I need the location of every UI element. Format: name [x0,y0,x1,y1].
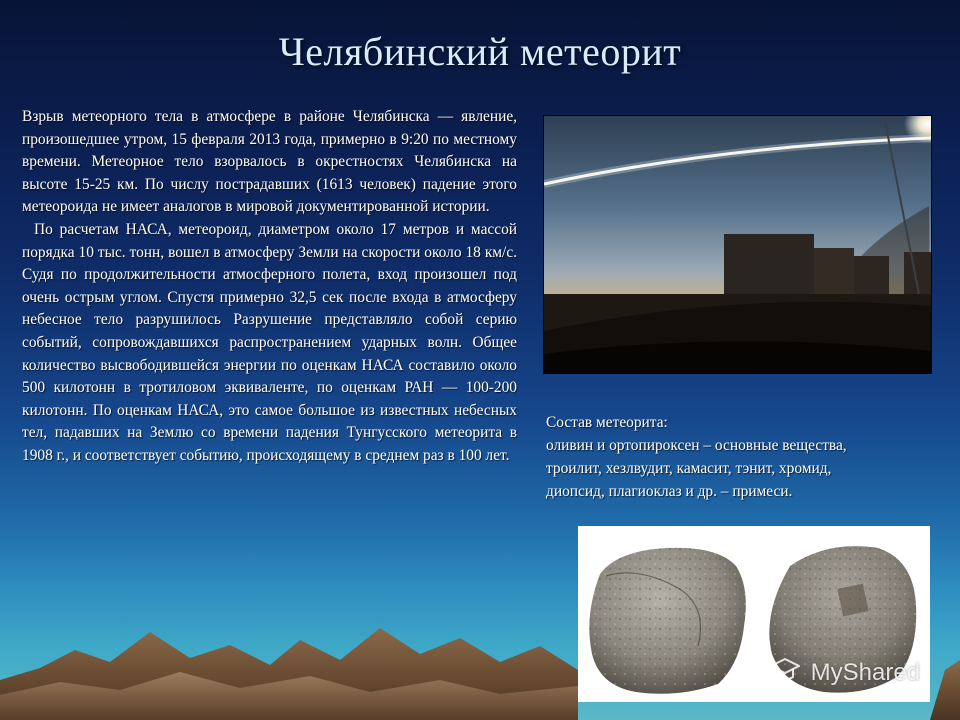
paragraph-nasa-estimates: По расчетам НАСА, метеороид, диаметром около 17 метров и массой порядка 10 тыс. тонн, вошел в атмосферу Земли на скорости около 18 км/с. Судя по продолжительности атмосферного полета, вход произошел под очень острым углом. Спустя примерно 32,5 сек после входа в атмосферу небесное тело разрушилось Разрушение представляло собой серию событий, сопровождавшихся распространением ударных волн. Общее количество высвободившейся энергии по оценкам НАСА составило около 500 килотонн в тротиловом эквиваленте, по оценкам РАН — 100-200 килотонн. По оценкам НАСА, это самое большое из известных небесных тел, падавших на Землю со времени падения Тунгусского метеорита в 1908 г., и соответствует событию, происходящему в среднем раз в 100 лет. [22,220,517,464]
composition-line: оливин и ортопироксен – основные вещества, [546,437,847,454]
meteorite-composition [546,411,946,503]
composition-line: диопсид, плагиоклаз и др. – примеси. [546,483,793,500]
meteor-sky-photo [543,115,932,374]
watermark-text: MyShared [810,658,921,686]
main-text [22,106,517,468]
graduation-cap-icon [770,656,800,691]
watermark [770,656,920,692]
composition-heading: Состав метеорита: [546,414,668,431]
composition-line: троилит, хезлвудит, камасит, тэнит, хромид, [546,460,832,477]
paragraph-explosion: Взрыв метеорного тела в атмосфере в районе Челябинска — явление, произошедшее утром, 15 февраля 2013 года, примерно в 9:20 по местному времени. Метеорное тело взорвалось в окрестностях Челябинска на высоте 15-25 км. По числу пострадавших (1613 человек) падение этого метеороида не имеет аналогов в мировой документированной истории. [22,108,517,216]
slide-title: Челябинский метеорит [278,29,682,74]
